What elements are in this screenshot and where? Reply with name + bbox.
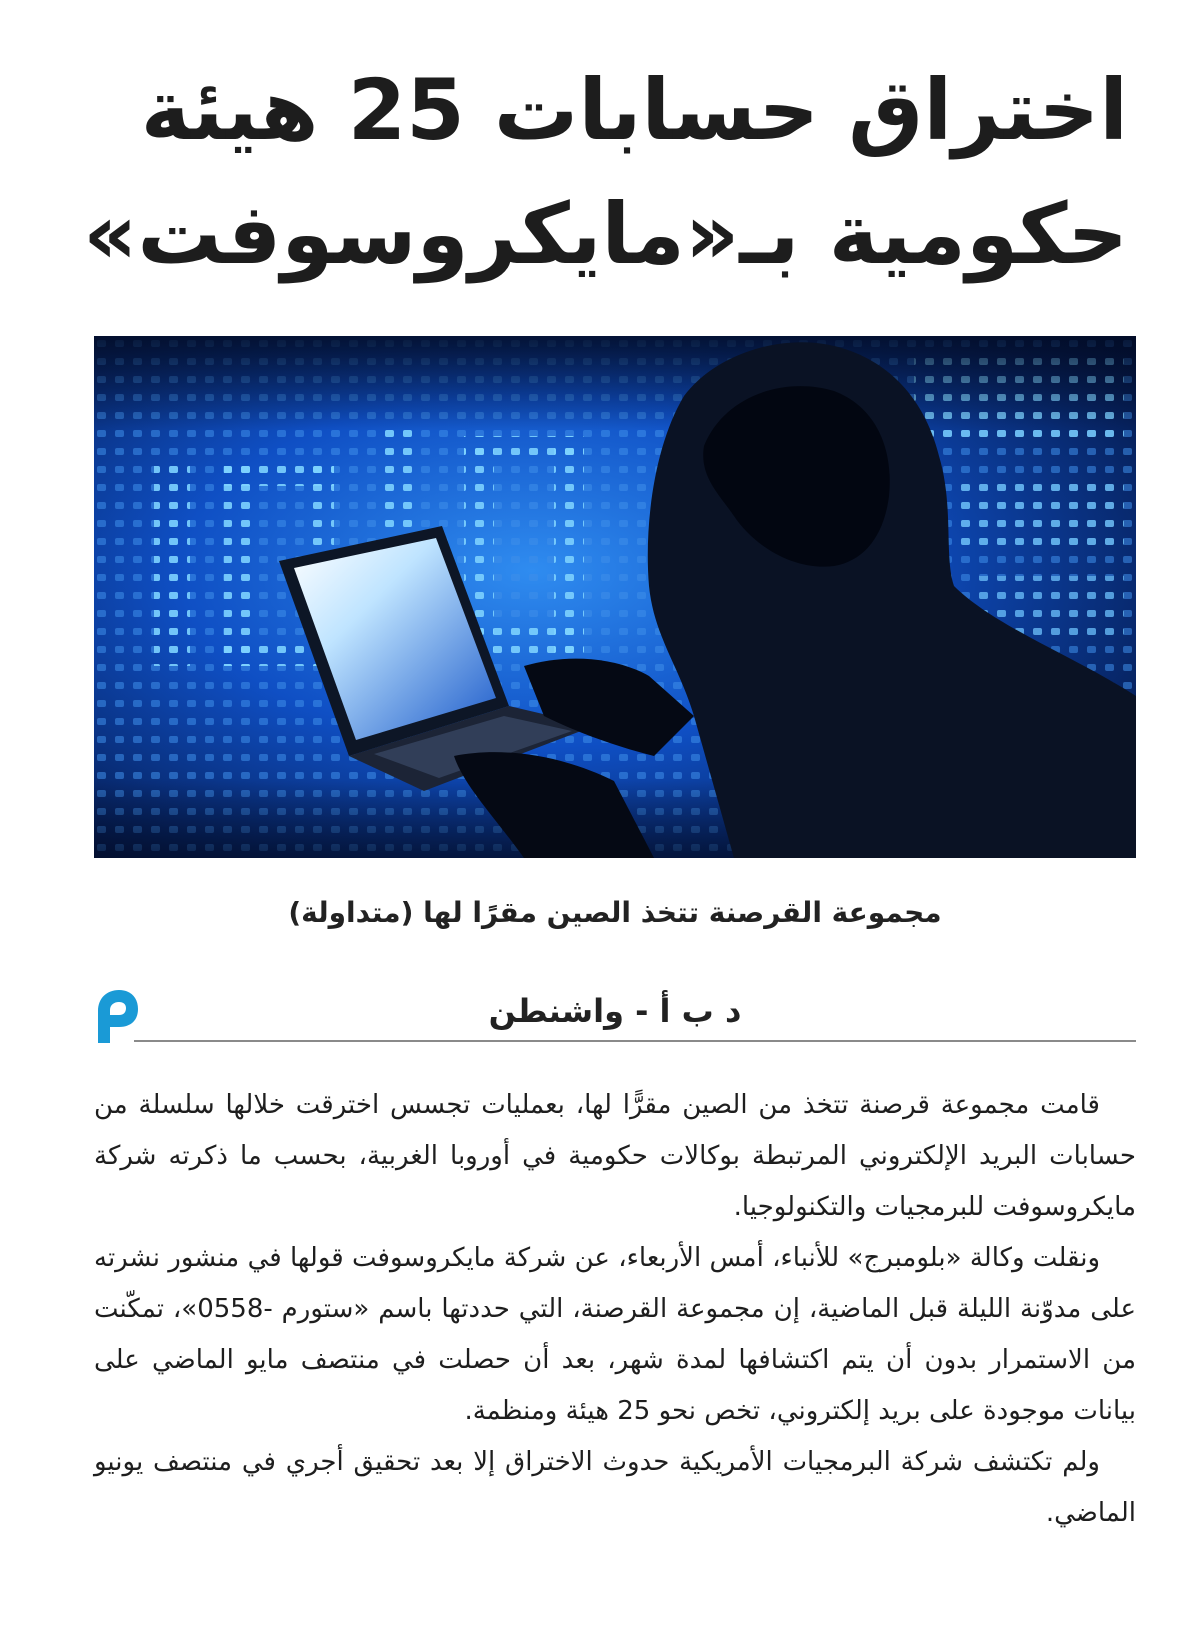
headline-line-1: اختراق حسابات 25 هيئة xyxy=(140,61,1128,159)
byline-row xyxy=(94,985,1136,1045)
byline: د ب أ - واشنطن xyxy=(488,992,742,1030)
hacker-illustration xyxy=(94,336,1136,858)
paragraph-1: قامت مجموعة قرصنة تتخذ من الصين مقرًّا لها، بعمليات تجسس اخترقت خلالها سلسلة من حسابات البريد الإلكتروني المرتبطة بوكالات حكومية في أوروبا الغربية، بحسب ما ذكرته شركة مايكروسوفت للبرمجيات والتكنولوجيا. xyxy=(94,1090,1136,1222)
photo-caption: مجموعة القرصنة تتخذ الصين مقرًا لها (متداولة) xyxy=(288,896,942,929)
byline-divider xyxy=(134,1040,1136,1042)
headline xyxy=(68,48,1128,296)
article-body xyxy=(94,1080,1136,1539)
paragraph-2: ونقلت وكالة «بلومبرج» للأنباء، أمس الأربعاء، عن شركة مايكروسوفت قولها في منشور نشرته على مدوّنة الليلة قبل الماضية، إن مجموعة القرصنة، التي حددتها باسم «ستورم -0558»، تمكّنت من الاستمرار بدون أن يتم اكتشافها لمدة شهر، بعد أن حصلت في منتصف مايو الماضي على بيانات موجودة على بريد إلكتروني، تخص نحو 25 هيئة ومنظمة. xyxy=(94,1243,1136,1426)
headline-line-2: حكومية بـ«مايكروسوفت» xyxy=(83,185,1128,283)
article-photo xyxy=(94,336,1136,858)
paragraph-3: ولم تكتشف شركة البرمجيات الأمريكية حدوث الاختراق إلا بعد تحقيق أجري في منتصف يونيو الماضي. xyxy=(94,1447,1136,1528)
